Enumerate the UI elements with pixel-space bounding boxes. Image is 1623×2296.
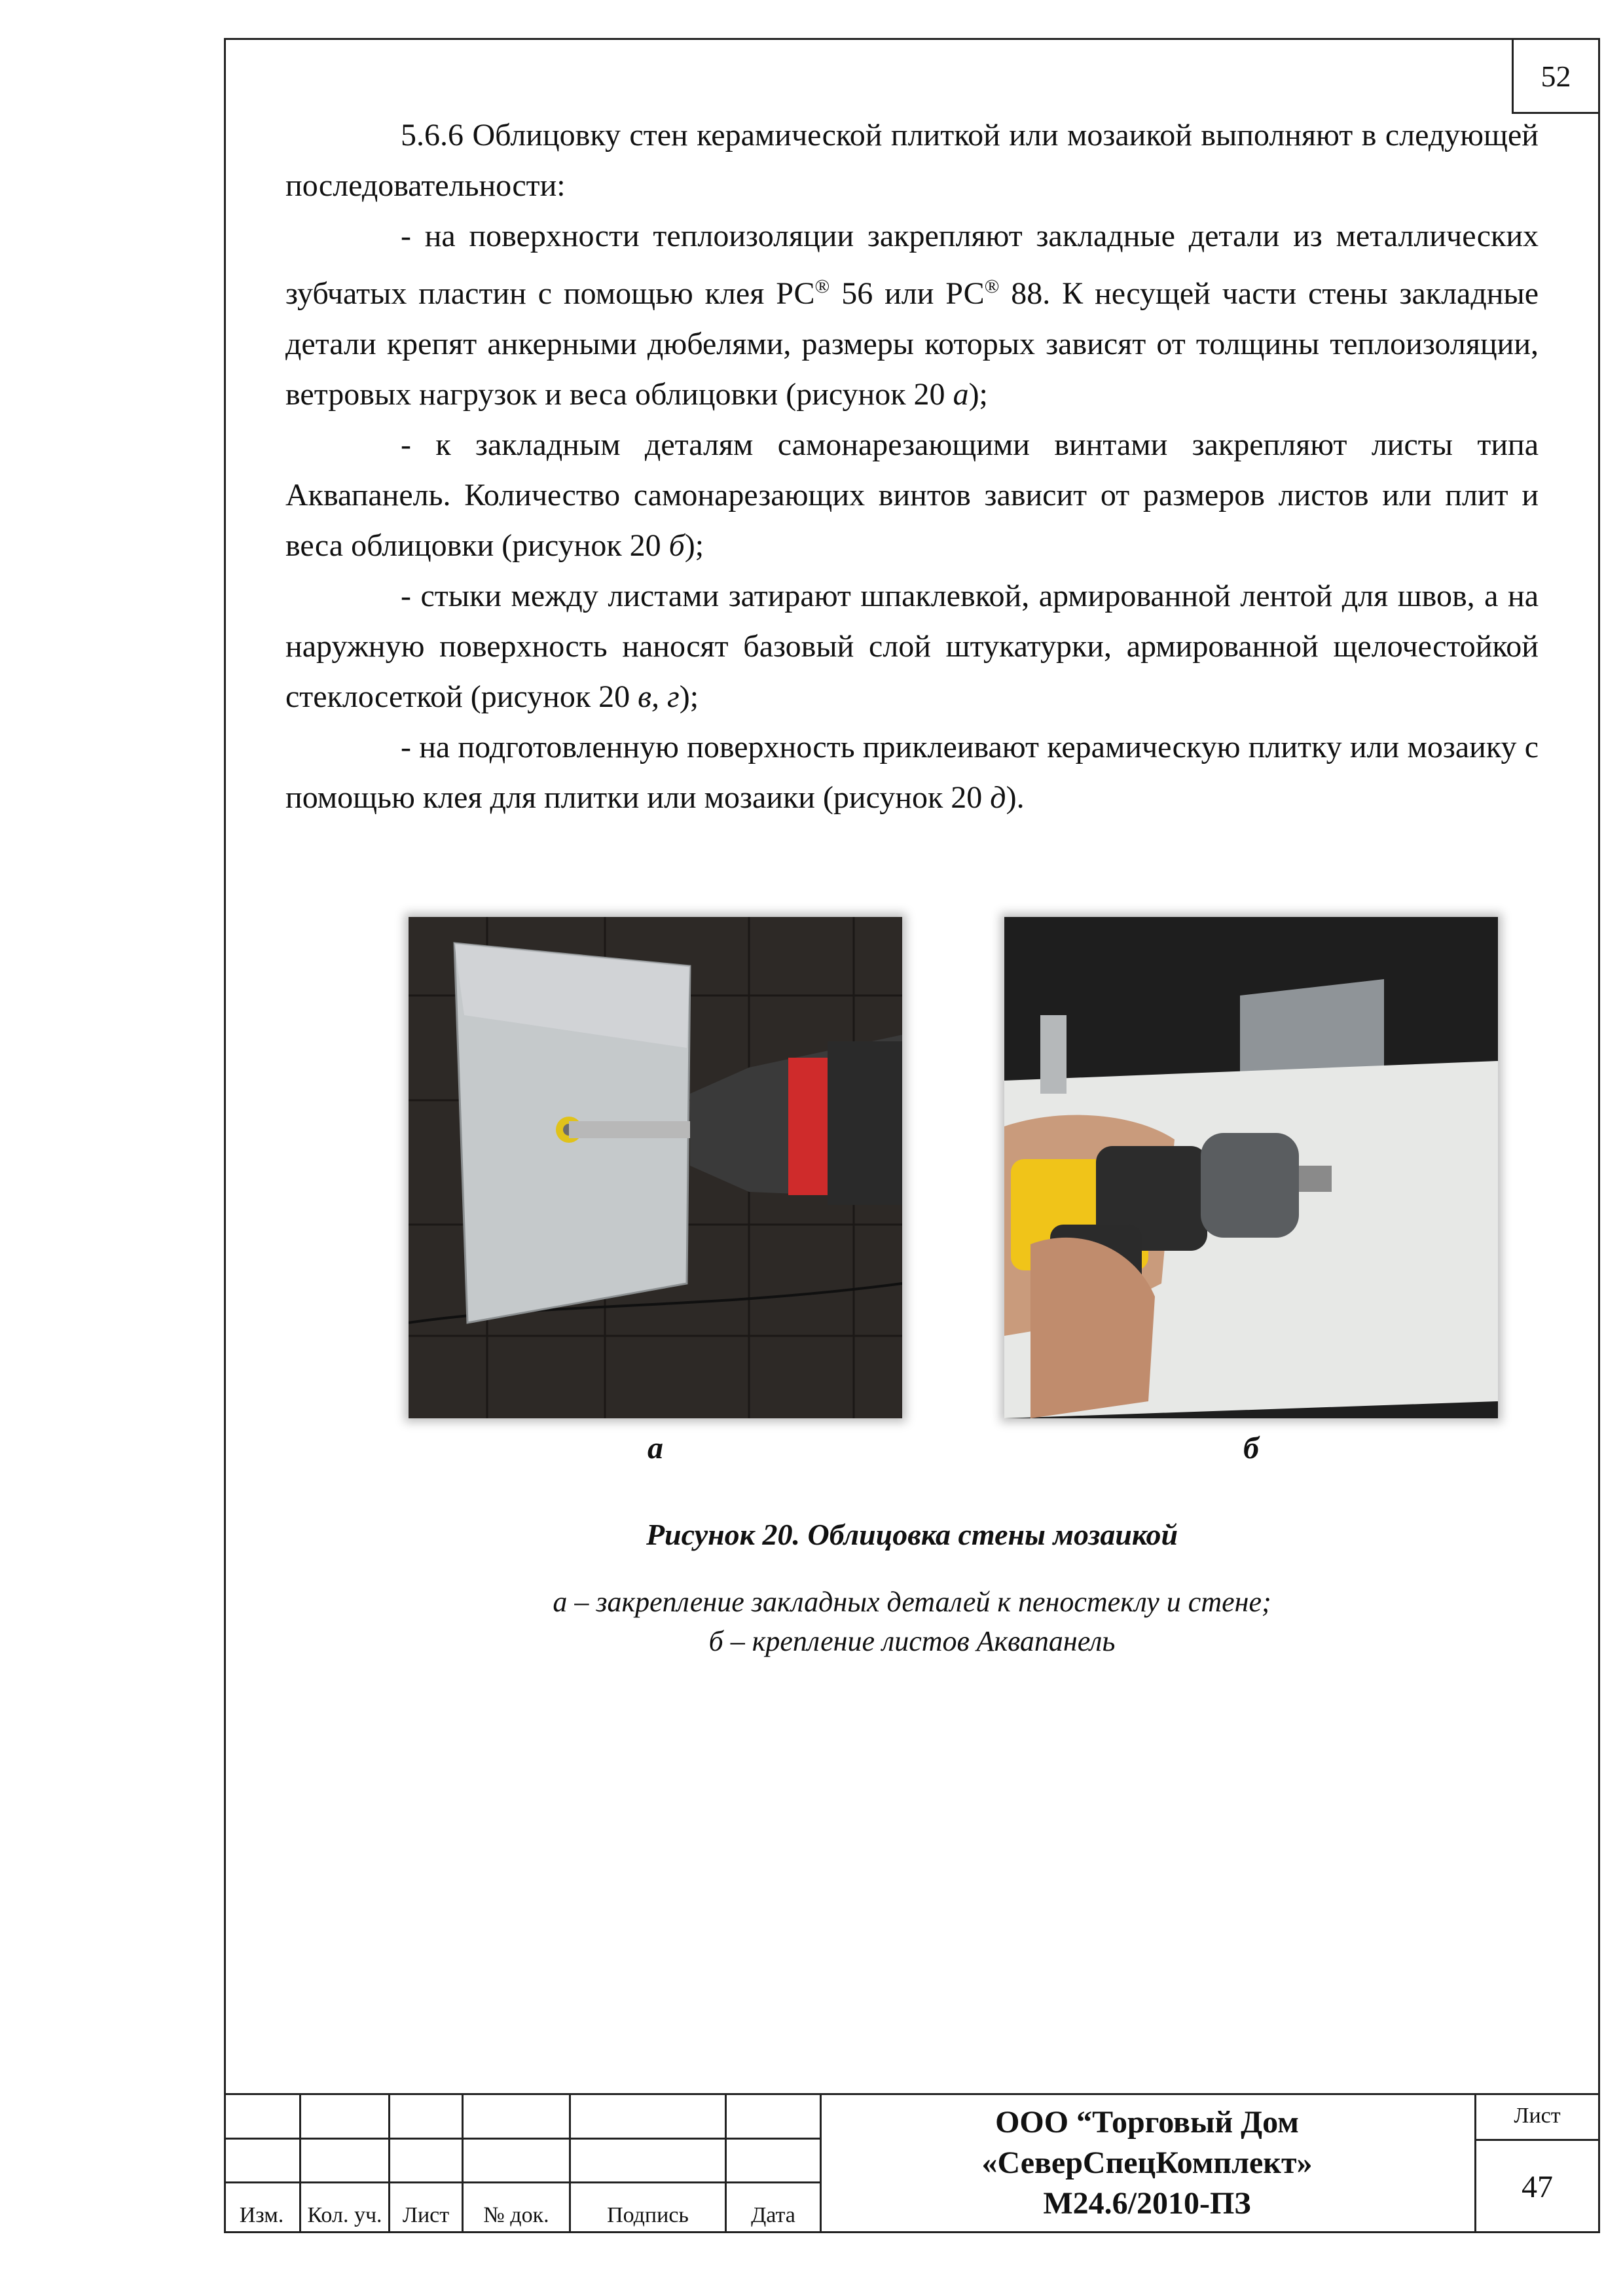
figure-legend-a: а – закрепление закладных деталей к пеностеклу и стене; [553,1586,1271,1618]
organization-block [820,2093,1474,2233]
stamp-col-kol: Кол. уч. [307,2203,382,2227]
step-3: - стыки между листами затирают шпаклевкой, армированной лентой для швов, а на наружную поверхность наносят базовый слой штукатурки, армированной щелочестойкой стеклосеткой (рисунок 20 в, г); [285,579,1539,714]
step-4: - на подготовленную поверхность приклеивают керамическую плитку или мозаику с помощью клея для плитки или мозаики (рисунок 20 д). [285,730,1539,815]
stamp-col-doc: № док. [483,2203,549,2227]
sheet-number: 47 [1522,2169,1553,2204]
org-name-line1: ООО “Торговый Дом [995,2105,1299,2140]
title-block [224,2093,1600,2233]
step-2: - к закладным деталям самонарезающими винтами закрепляют листы типа Аквапанель. Количество самонарезающих винтов зависит от размеров листов или плит и веса облицовки (рисунок 20 б); [285,427,1539,563]
document-code: М24.6/2010-ПЗ [1043,2186,1251,2221]
figure-label-a: а [647,1431,663,1465]
org-name-line2: «СеверСпецКомплект» [981,2145,1313,2180]
stamp-col-izm: Изм. [239,2203,284,2227]
figure-image-a [409,917,902,1418]
stamp-col-sign: Подпись [607,2203,689,2227]
figure-legend-b: б – крепление листов Аквапанель [708,1625,1116,1657]
page-number: 52 [1512,38,1600,114]
stamp-col-date: Дата [751,2203,795,2227]
sheet-label: Лист [1514,2104,1561,2128]
figure-image-b [1004,917,1498,1418]
stamp-col-list: Лист [402,2203,450,2227]
figure-title: Рисунок 20. Облицовка стены мозаикой [646,1518,1178,1551]
body-text [285,110,1539,823]
step-1: - на поверхности теплоизоляции закрепляют закладные детали из металлических зубчатых пластин с помощью клея РС® 56 или РС® 88. К несущей части стены закладные детали крепят анкерными дюбелями, размеры которых зависят от толщины теплоизоляции, ветровых нагрузок и веса облицовки (рисунок 20 а); [285,219,1539,412]
figure-label-b: б [1243,1431,1259,1465]
section-intro: 5.6.6 Облицовку стен керамической плиткой или мозаикой выполняют в следующей последовательности: [285,118,1539,203]
